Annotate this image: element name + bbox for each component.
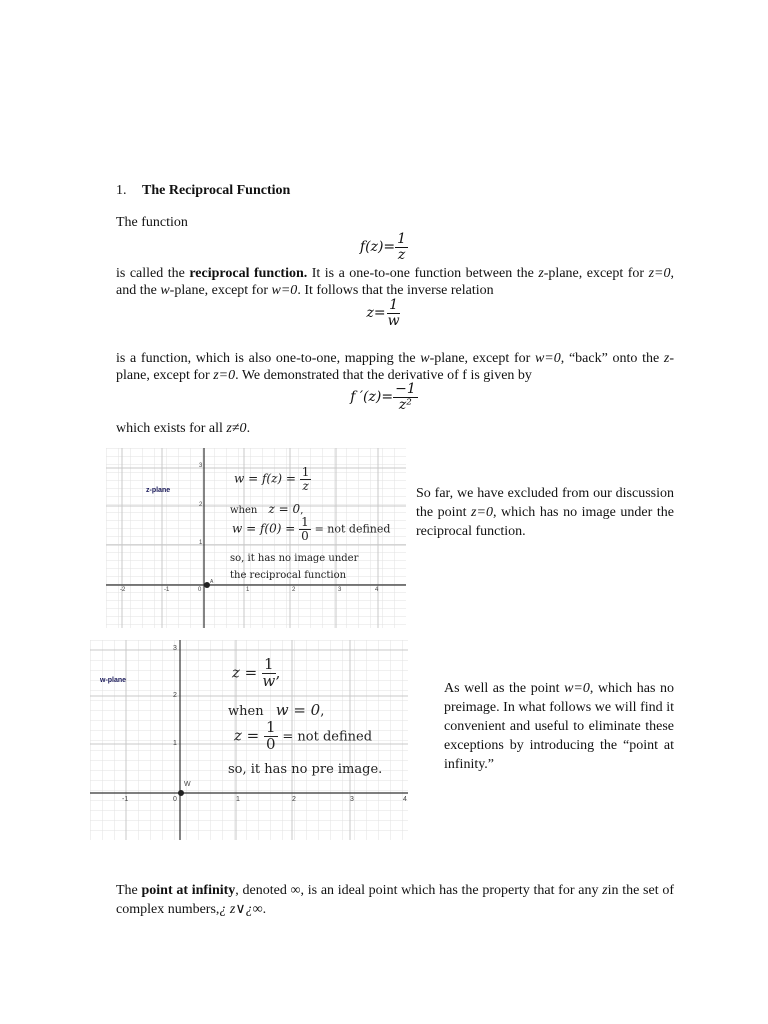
para1-var-w: w	[160, 283, 170, 298]
para4-text-c: in the set of complex numbers,	[116, 883, 674, 917]
eq2-lhs: z=	[366, 305, 386, 322]
z-eq-w: w = f(z) =	[234, 471, 296, 486]
para1-var-z0: z=0	[648, 266, 671, 281]
z-eq-f0-fraction	[299, 516, 311, 542]
paragraph-definition	[116, 265, 674, 299]
paragraph-point-at-infinity	[116, 881, 674, 919]
para2-text-e: . We demonstrated that the derivative of f is given by	[235, 368, 532, 383]
eq3-fraction	[393, 382, 418, 413]
z-when: when	[230, 505, 258, 516]
para4-text-b: , denoted ∞, is an ideal point which has the property that for any	[235, 883, 603, 898]
w-tick-x-2: 2	[292, 796, 296, 803]
z-plane-label: z-plane	[146, 487, 171, 494]
para2-text-a: is a function, which is also one-to-one, mapping the	[116, 351, 421, 366]
paragraph-exists	[116, 420, 250, 437]
side2-text-b: , which has no preimage. In what follows we will find it convenient and useful to eliminate these exceptions by introducing the “point at infinity.”	[444, 681, 674, 772]
w-plane-origin-point	[178, 790, 184, 796]
w-tick-x-4: 4	[403, 796, 407, 803]
w-eq-z0-den: 0	[266, 734, 276, 753]
para1-text-a: is called the	[116, 266, 190, 281]
side1-var: z=0	[471, 505, 493, 520]
para3-var: z≠0	[226, 421, 247, 436]
z-tick-x-neg1: -1	[164, 587, 170, 593]
para1-text-b: It is a one-to-one function between the	[307, 266, 539, 281]
z-eq-f0-num: 1	[301, 515, 309, 529]
side1-text-b: , which has no image under the reciprocal function.	[416, 505, 674, 539]
section-number: 1.	[116, 183, 127, 198]
para1-var-w0: w=0	[271, 283, 298, 298]
para2-var-z: z	[663, 351, 670, 366]
para2-text-b: -plane, except for	[429, 351, 535, 366]
w-cond: w = 0	[275, 701, 321, 719]
para1-text-c: -plane, except for	[543, 266, 649, 281]
z-cond: z = 0	[268, 502, 301, 516]
w-annotation-eq-z0	[234, 720, 372, 753]
w-eq-z0-tail: = not defined	[282, 729, 373, 745]
eq3-numerator: −1	[395, 381, 416, 397]
term-reciprocal-function: reciprocal function.	[189, 266, 308, 281]
w-tick-y-1: 1	[173, 740, 177, 747]
w-tick-y-3: 3	[173, 645, 177, 652]
w-eq-z0-fraction	[264, 720, 278, 753]
w-eq-z-fraction	[262, 657, 276, 690]
z-tick-y-1: 1	[199, 540, 203, 546]
eq1-numerator: 1	[397, 231, 407, 247]
para4-expression: ¿ z∨¿∞	[219, 902, 263, 917]
z-plane-figure	[106, 448, 406, 628]
side2-var: w=0	[564, 681, 590, 696]
z-tick-y-3: 3	[199, 463, 203, 469]
w-tick-x-3: 3	[350, 796, 354, 803]
para1-text-f: . It follows that the inverse relation	[297, 283, 494, 298]
w-annotation-when	[228, 701, 324, 719]
para2-text-d: -plane, except for	[116, 351, 674, 383]
z-annotation-line1: so, it has no image under	[230, 553, 359, 564]
z-tick-x-2: 2	[292, 587, 296, 593]
eq2-denominator: w	[387, 313, 400, 329]
side-text-w-plane	[444, 679, 674, 774]
para4-text-d: .	[262, 902, 267, 917]
eq3-lhs: f ′(z)=	[350, 389, 394, 406]
w-eq-z0: z =	[234, 726, 260, 745]
para4-text-a: The	[116, 883, 142, 898]
section-title: The Reciprocal Function	[142, 183, 291, 198]
w-plane-figure	[90, 640, 408, 840]
side2-text-a: As well as the point	[444, 681, 565, 696]
z-eq-f0: w = f(0) =	[232, 521, 296, 536]
equation-inverse	[0, 298, 768, 329]
para2-var-w: w	[420, 351, 430, 366]
para2-var-z0: z=0	[213, 368, 236, 383]
z-annotation-eq-w	[234, 466, 311, 492]
w-plane-label: w-plane	[100, 677, 127, 684]
z-tick-x-1: 1	[246, 587, 250, 593]
eq1-lhs: f(z)=	[359, 239, 396, 256]
z-comma: ,	[300, 505, 304, 516]
term-point-at-infinity: point at infinity	[141, 883, 236, 898]
z-annotation-when	[230, 502, 303, 516]
w-eq-z0-num: 1	[266, 718, 276, 736]
z-tick-x-3: 3	[338, 587, 342, 593]
w-eq-z: z =	[232, 663, 258, 682]
z-eq-w-fraction	[300, 466, 312, 492]
z-tick-x-neg2: -2	[120, 587, 126, 593]
z-eq-w-num: 1	[301, 465, 310, 479]
z-tick-x-0: 0	[198, 587, 202, 593]
para3-text-b: .	[246, 421, 251, 436]
para1-var-z: z	[538, 266, 544, 281]
w-point-label: W	[184, 781, 191, 788]
z-eq-w-den: z	[302, 478, 309, 493]
w-tick-x-neg1: -1	[122, 796, 129, 803]
w-tick-x-0: 0	[173, 796, 177, 803]
z-tick-y-2: 2	[199, 502, 203, 508]
z-annotation-line2: the reciprocal function	[230, 570, 347, 581]
equation-reciprocal	[0, 232, 768, 263]
z-annotation-eq-f0	[232, 516, 390, 542]
w-tick-x-1: 1	[236, 796, 240, 803]
w-eq-z-num: 1	[264, 655, 274, 673]
equation-derivative	[0, 382, 768, 413]
z-eq-f0-den: 0	[301, 528, 309, 543]
z-point-label: A	[210, 579, 214, 585]
section-heading	[116, 182, 290, 199]
eq2-fraction	[386, 298, 402, 329]
intro-text: The function	[116, 215, 188, 230]
side1-text-a: So far, we have excluded from our discussion the point	[416, 486, 674, 520]
eq1-denominator: z	[397, 247, 406, 263]
w-comma1: ,	[275, 663, 281, 682]
para1-text-d: , and the	[116, 266, 674, 298]
z-tick-x-4: 4	[375, 587, 379, 593]
eq2-numerator: 1	[389, 297, 399, 313]
para2-var-w0: w=0	[534, 351, 561, 366]
para1-text-e: -plane, except for	[169, 283, 272, 298]
side-text-z-plane	[416, 484, 674, 541]
para2-text-c: , “back” onto the	[560, 351, 664, 366]
w-comma2: ,	[320, 704, 325, 719]
eq3-denominator: z²	[398, 397, 412, 413]
eq1-fraction	[395, 232, 408, 263]
w-tick-y-2: 2	[173, 692, 177, 699]
w-eq-z-den: w	[262, 671, 276, 690]
para4-var-z: z	[602, 883, 608, 898]
para3-text-a: which exists for all	[116, 421, 227, 436]
w-annotation-line1: so, it has no pre image.	[228, 762, 383, 777]
w-annotation-eq-z	[232, 657, 280, 690]
w-when: when	[228, 704, 264, 719]
z-eq-f0-tail: = not defined	[314, 522, 391, 536]
paragraph-inverse	[116, 350, 674, 384]
